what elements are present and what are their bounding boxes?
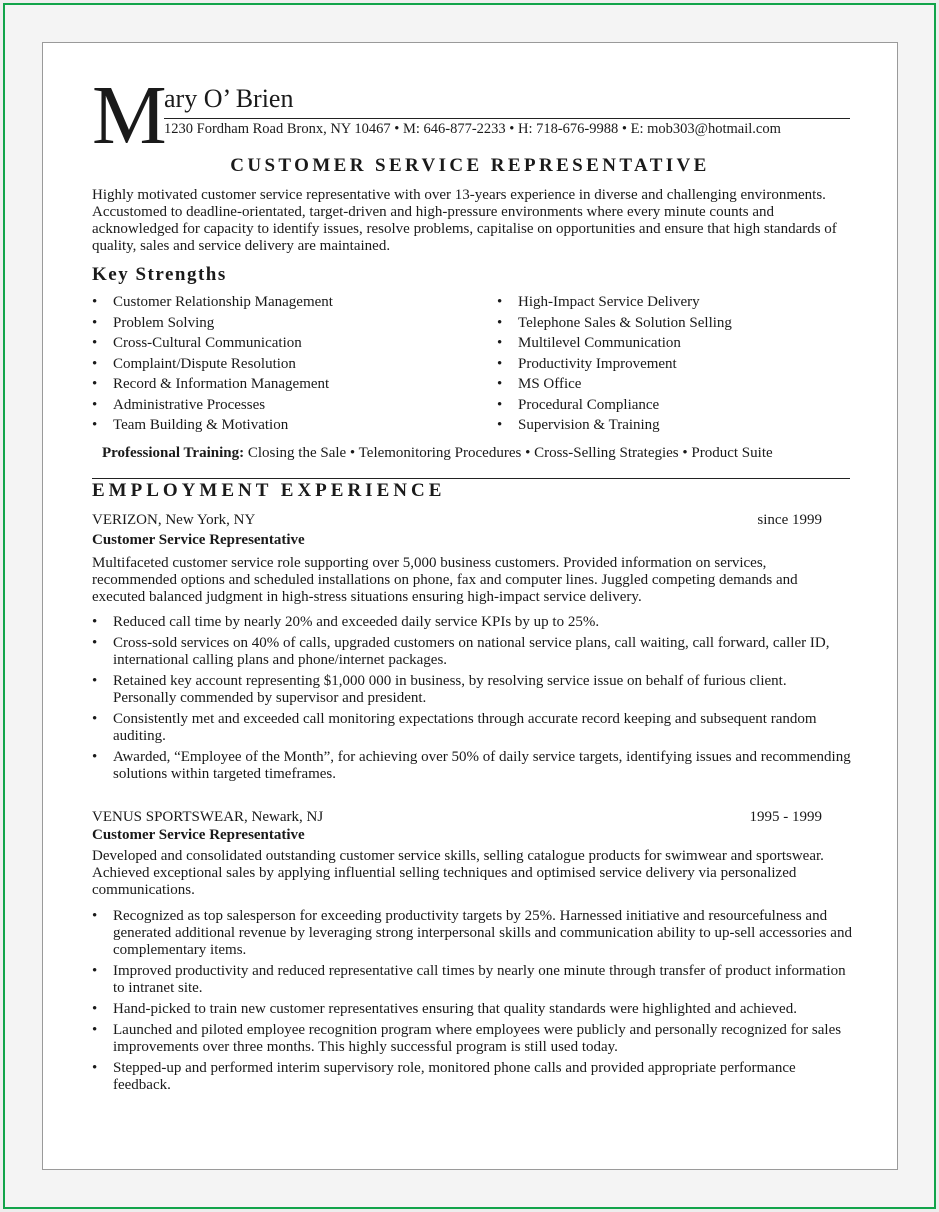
job-bullets xyxy=(92,908,852,1098)
strength-item: • Team Building & Motivation xyxy=(92,415,333,436)
job-bullet: • Retained key account representing $1,000 000 in business, by resolving service issue on behalf of furious client. Personally commended by supervisor and president. xyxy=(92,673,852,707)
job-bullet: • Reduced call time by nearly 20% and exceeded daily service KPIs by up to 25%. xyxy=(92,614,852,631)
professional-training xyxy=(102,444,773,462)
name-rest: ary O’ Brien xyxy=(164,84,294,113)
job-bullet: • Recognized as top salesperson for exceeding productivity targets by 25%. Harnessed initiative and resourcefulness and generated additional revenue by leveraging strong interpersonal skills and communication ability to up-sell accessories and complementary items. xyxy=(92,908,852,959)
strength-item: • Cross-Cultural Communication xyxy=(92,333,333,354)
job-bullet: • Improved productivity and reduced representative call times by nearly one minute through transfer of product information to intranet site. xyxy=(92,963,852,997)
strength-item: • Procedural Compliance xyxy=(497,395,732,416)
name-initial: M xyxy=(92,69,167,162)
job-description: Multifaceted customer service role supporting over 5,000 business customers. Provided information on services, recommended options and scheduled installations on phone, fax and computer lines. Juggled competing demands and executed balanced judgment in high-stress situations ensuring high-impact service delivery. xyxy=(92,555,798,605)
strength-item: • Telephone Sales & Solution Selling xyxy=(497,313,732,334)
header-rule xyxy=(164,118,850,119)
job-bullet: • Hand-picked to train new customer representatives ensuring that quality standards were highlighted and achieved. xyxy=(92,1001,852,1018)
strength-item: • Multilevel Communication xyxy=(497,333,732,354)
job-role: Customer Service Representative xyxy=(92,827,305,843)
strength-item: • MS Office xyxy=(497,374,732,395)
job-bullets xyxy=(92,614,852,787)
strengths-left-list xyxy=(92,292,333,436)
job-description: Developed and consolidated outstanding customer service skills, selling catalogue products for swimwear and sportswear. Achieved exceptional sales by applying influential selling techniques and optimised service delivery via personalized communications. xyxy=(92,848,824,898)
training-label: Professional Training: xyxy=(102,445,245,461)
strength-item: • Supervision & Training xyxy=(497,415,732,436)
job-bullet: • Awarded, “Employee of the Month”, for achieving over 50% of daily service targets, identifying issues and recommending solutions within targeted timeframes. xyxy=(92,749,852,783)
strength-item: • Administrative Processes xyxy=(92,395,333,416)
contact-line: 1230 Fordham Road Bronx, NY 10467 • M: 646-877-2233 • H: 718-676-9988 • E: mob303@hotmail.com xyxy=(164,121,781,137)
job-company: VENUS SPORTSWEAR, Newark, NJ xyxy=(92,809,324,825)
training-text: Closing the Sale • Telemonitoring Procedures • Cross-Selling Strategies • Product Suite xyxy=(247,445,773,461)
job-dates: 1995 - 1999 xyxy=(749,809,822,825)
job-bullet: • Cross-sold services on 40% of calls, upgraded customers on national service plans, call waiting, call forward, caller ID, international calling plans and phone/internet packages. xyxy=(92,635,852,669)
employment-rule xyxy=(92,478,850,479)
key-strengths-heading: Key Strengths xyxy=(92,264,227,285)
job-company: VERIZON, New York, NY xyxy=(92,512,256,528)
summary-paragraph: Highly motivated customer service representative with over 13-years experience in diverse and challenging environments. Accustomed to deadline-orientated, target-driven and high-pressure environments where every minute counts and acknowledged for capacity to identify issues, resolve problems, capitalise on opportunities and ensure that high standards of quality, sales and service delivery are maintained. xyxy=(92,187,837,254)
job-bullet: • Launched and piloted employee recognition program where employees were publicly and personally recognized for sales improvements over three months. This highly successful program is still used today. xyxy=(92,1022,852,1056)
strength-item: • Complaint/Dispute Resolution xyxy=(92,354,333,375)
strength-item: • Problem Solving xyxy=(92,313,333,334)
job-role: Customer Service Representative xyxy=(92,532,305,548)
strength-item: • Customer Relationship Management xyxy=(92,292,333,313)
job-bullet: • Consistently met and exceeded call monitoring expectations through accurate record keeping and subsequent random auditing. xyxy=(92,711,852,745)
job-dates: since 1999 xyxy=(757,512,822,528)
employment-heading: EMPLOYMENT EXPERIENCE xyxy=(92,480,446,501)
strength-item: • Productivity Improvement xyxy=(497,354,732,375)
strength-item: • Record & Information Management xyxy=(92,374,333,395)
strength-item: • High-Impact Service Delivery xyxy=(497,292,732,313)
job-bullet: • Stepped-up and performed interim supervisory role, monitored phone calls and provided appropriate performance feedback. xyxy=(92,1060,852,1094)
job-title-heading: CUSTOMER SERVICE REPRESENTATIVE xyxy=(230,155,710,176)
strengths-right-list xyxy=(497,292,732,436)
